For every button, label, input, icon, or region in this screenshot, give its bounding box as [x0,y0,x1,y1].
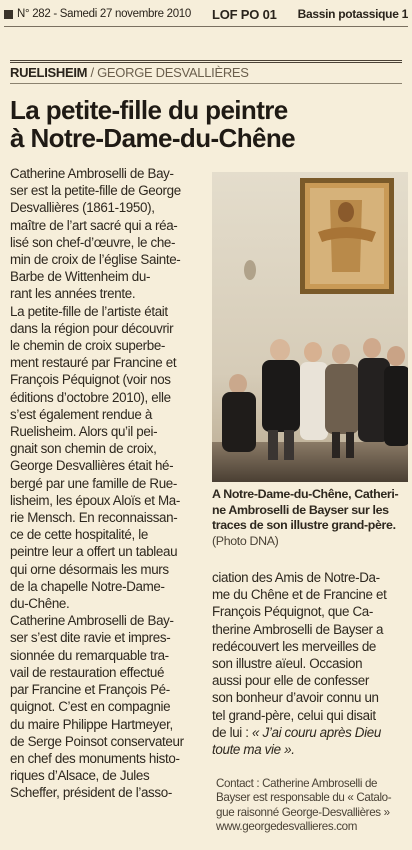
text-line: quignot. C’est en compagnie [10,699,171,715]
section-name: Bassin potassique 1 [297,7,408,21]
caption-line: A Notre-Dame-du-Chêne, Catheri- [212,487,399,501]
text-line: le chemin de croix superbe- [10,338,166,354]
text-line: vail de restauration effectué [10,664,165,680]
text-line: de lui : « J’ai couru après Dieu [212,724,381,740]
text-line: du-Chêne. [10,596,70,612]
square-bullet-icon [4,10,13,19]
photo-illustration [212,172,408,482]
text-line: de la chapelle Notre-Dame- [10,578,165,594]
photo-credit: (Photo DNA) [212,533,279,548]
text-line: Catherine Ambroselli de Bay- [10,166,174,181]
headline-line: La petite-fille du peintre [10,95,288,125]
text-line: par Francine et François Pé- [10,682,170,698]
text-line: ser est la petite-fille de George [10,183,181,199]
quote-text: « J’ai couru après Dieu [252,724,381,740]
issue-info [4,8,191,20]
text-line: min de croix de l’église Sainte- [10,252,181,268]
text-line: sionnée du remarquable tra- [10,647,169,663]
rubric-bar [10,60,402,84]
text-line: ment restauré par Francine et [10,355,177,371]
text-line: George Desvallières était hé- [10,458,174,474]
text-line: François Péquignot, que Ca- [212,604,374,620]
contact-note [216,777,408,834]
text-line: therine Ambroselli de Bayser a [212,621,384,637]
text-line: de Serge Poinsot conservateur [10,733,184,749]
rubric-separator: / [90,65,94,80]
caption-line: ne Ambroselli de Bayser sur les [212,502,389,517]
text-line: ser s’est dite ravie et impres- [10,630,171,646]
rubric-place: RUELISHEIM [10,65,88,80]
article-photo [212,172,408,482]
text-line: son bonheur d’avoir connu un [212,690,379,706]
text-line: rie Mensch. En reconnaissan- [10,510,178,526]
text-line: qui orne désormais les murs [10,561,169,577]
contact-line: Contact : Catherine Ambroselli de [216,777,378,790]
text-line: me du Chêne et de Francine et [212,587,387,603]
contact-line: Bayser est responsable du « Catalo- [216,791,392,805]
text-line: tel grand-père, celui qui disait [212,707,376,723]
text-line: bergé par une famille de Rue- [10,475,178,491]
article-headline [10,96,405,152]
text-line: ciation des Amis de Notre-Da- [212,570,380,585]
text-line: son illustre aïeul. Occasion [212,656,363,672]
text-line: Ruelisheim. Alors qu’il pei- [10,424,158,440]
text-line: Catherine Ambroselli de Bay- [10,613,174,629]
text-line: gnait son chemin de croix, [10,441,157,457]
text-line: Scheffer, président de l’asso- [10,785,172,801]
text-line: dans la région pour découvrir [10,320,174,336]
header-divider [4,26,408,27]
text-line: peintre leur a offert un tableau [10,544,178,560]
caption-line: traces de son illustre grand-père. [212,518,396,532]
text-line: en chef des monuments histo- [10,750,180,766]
text-line: redécouvert les merveilles de [212,638,377,654]
text-line: Desvallières (1861-1950), [10,200,155,216]
text-line: rant les années trente. [10,286,136,302]
text-line: lisheim, les époux Aloïs et Ma- [10,492,181,508]
text-line: s’est également rendue à [10,406,152,422]
headline-line: à Notre-Dame-du-Chêne [10,123,295,153]
rubric-topic: GEORGE DESVALLIÈRES [97,65,249,80]
text-line: François Péquignot (voir nos [10,372,171,388]
article-column-2 [212,569,408,758]
contact-line: www.georgedesvallieres.com [216,819,358,833]
article-column-1 [10,165,206,802]
text-line: lisé son chef-d’œuvre, le che- [10,234,176,250]
text-line: éditions d’octobre 2010), elle [10,389,171,405]
text-line: aussi pour elle de confesser [212,673,369,689]
quote-text: toute ma vie ». [212,742,295,758]
text-line: du maire Philippe Hartmeyer, [10,716,173,732]
text-line: La petite-fille de l’artiste était [10,303,168,319]
edition-code: LOF PO 01 [211,6,277,22]
photo-caption [212,487,408,549]
text-line: ce de cette hospitalité, le [10,527,148,543]
text-line: riques d’Alsace, de Jules [10,768,150,784]
contact-line: gue raisonné George-Desvallières » [216,805,390,819]
text-line: maître de l’art sacré qui a réa- [10,217,178,233]
text-line: Barbe de Wittenheim du- [10,269,151,285]
issue-line: N° 282 - Samedi 27 novembre 2010 [17,8,191,20]
page-header [4,4,408,24]
